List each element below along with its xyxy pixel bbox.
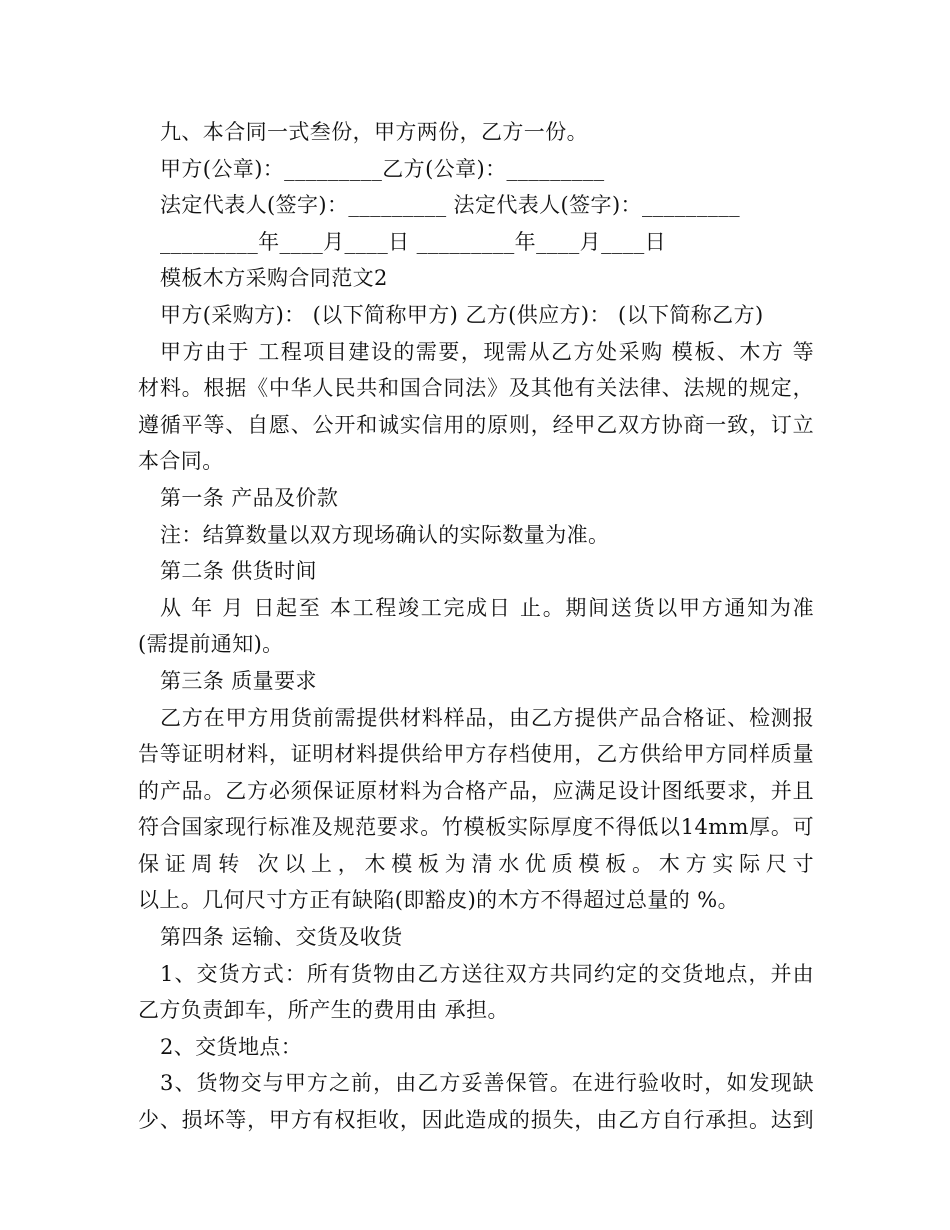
text-line: 甲方由于 工程项目建设的需要，现需从乙方处采购 模板、木方 等 [160, 339, 814, 364]
text-line: _________年____月____日 _________年____月____日 [160, 229, 667, 254]
text-line: 从 年 月 日起至 本工程竣工完成日 止。期间送货以甲方通知为准 [160, 595, 814, 620]
contract-text-body [138, 114, 814, 1139]
text-line: 乙方在甲方用货前需提供材料样品，由乙方提供产品合格证、检测报 [160, 705, 814, 730]
text-line: 2、交货地点： [160, 1034, 303, 1059]
text-line: 法定代表人(签字)：_________ 法定代表人(签字)：_________ [160, 193, 741, 218]
text-line: 1、交货方式：所有货物由乙方送往双方共同约定的交货地点，并由 [160, 961, 814, 986]
text-line: 第一条 产品及价款 [160, 485, 339, 510]
text-line: 3、货物交与甲方之前，由乙方妥善保管。在进行验收时，如发现缺 [160, 1071, 814, 1096]
text-line: 的产品。乙方必须保证原材料为合格产品，应满足设计图纸要求，并且 [138, 778, 814, 803]
text-line: 告等证明材料，证明材料提供给甲方存档使用，乙方供给甲方同样质量 [138, 742, 814, 767]
text-line: 第二条 供货时间 [160, 559, 317, 584]
text-line: 第四条 运输、交货及收货 [160, 925, 403, 950]
text-line: 注：结算数量以双方现场确认的实际数量为准。 [160, 522, 610, 547]
text-line: 甲方(公章)：_________乙方(公章)：_________ [160, 156, 605, 181]
text-line: 本合同。 [138, 449, 224, 474]
text-line: 以上。几何尺寸方正有缺陷(即豁皮)的木方不得超过总量的 %。 [138, 888, 740, 913]
text-line: 乙方负责卸车，所产生的费用由 承担。 [138, 998, 509, 1023]
text-line: 甲方(采购方)： (以下简称甲方) 乙方(供应方)： (以下简称乙方) [160, 302, 764, 327]
text-line: 保证周转 次以上，木模板为清水优质模板。木方实际尺寸 [138, 851, 814, 876]
text-line: 模板木方采购合同范文2 [160, 266, 388, 291]
text-line: (需提前通知)。 [138, 632, 284, 657]
text-line: 九、本合同一式叁份，甲方两份，乙方一份。 [160, 120, 588, 144]
text-line: 符合国家现行标准及规范要求。竹模板实际厚度不得低以14mm厚。可 [138, 815, 814, 840]
text-line: 材料。根据《中华人民共和国合同法》及其他有关法律、法规的规定， [138, 376, 814, 401]
text-line: 少、损坏等，甲方有权拒收，因此造成的损失，由乙方自行承担。达到 [138, 1108, 814, 1133]
text-line: 遵循平等、自愿、公开和诚实信用的原则，经甲乙双方协商一致，订立 [138, 412, 814, 437]
text-line: 第三条 质量要求 [160, 668, 317, 693]
